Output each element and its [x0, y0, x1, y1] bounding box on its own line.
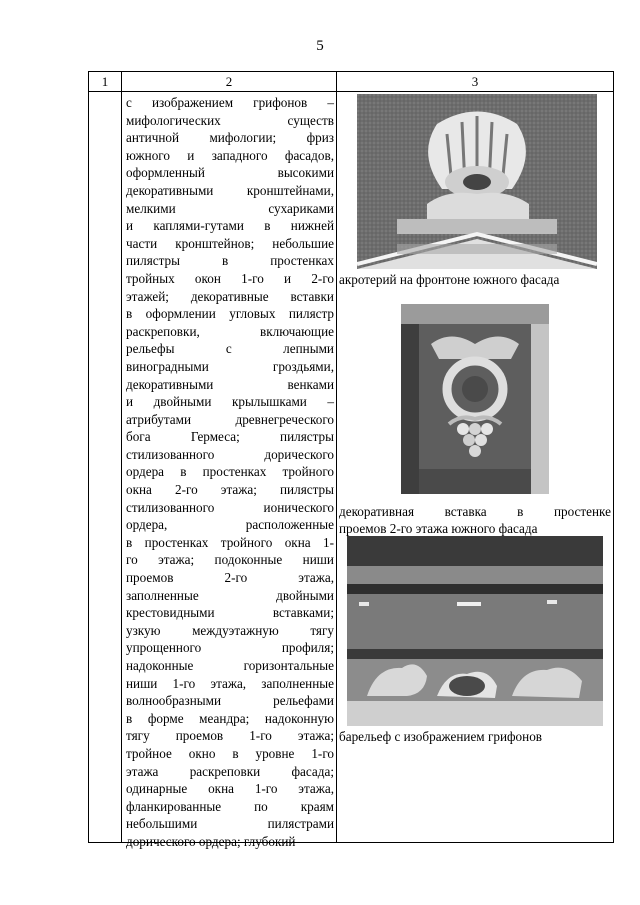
page-number: 5: [316, 38, 324, 54]
description-line: южного и западного фасадов,: [126, 147, 334, 163]
description-line: в простенках тройного окна 1-: [126, 534, 334, 550]
description-line: части кронштейнов; небольшие: [126, 235, 334, 251]
description-line: декоративными венками: [126, 376, 334, 392]
description-line: надоконные горизонтальные: [126, 658, 334, 673]
description-line: одинарные окна 1-го этажа,: [126, 781, 334, 797]
description-line: узкую междуэтажную тягу: [126, 622, 334, 638]
acroterion-photo: [357, 94, 597, 269]
griffin-bas-relief-photo: [347, 536, 603, 726]
description-line: и двойными крылышками –: [126, 394, 334, 410]
description-line: мелкими сухариками: [126, 200, 334, 216]
description-line: античной мифологии; фриз: [126, 130, 334, 146]
decorative-insert-photo: [401, 304, 549, 494]
header-divider: [89, 91, 613, 92]
description-line: тягу проемов 1-го этажа;: [126, 728, 334, 744]
griffin-bas-relief-caption: барельеф с изображением грифонов: [339, 729, 543, 744]
description-line: раскреповки, включающие: [126, 323, 334, 339]
description-line: волнообразными рельефами: [126, 693, 334, 709]
description-line: оформленный высокими: [126, 165, 334, 181]
description-line: стилизованного дорического: [126, 446, 334, 462]
description-line: ордера, расположенные: [126, 517, 334, 533]
column-divider-2: [336, 72, 337, 842]
decorative-insert-caption-line1: декоративная вставка в простенке: [339, 504, 611, 519]
description-line: декоративными кронштейнами,: [126, 182, 334, 198]
description-line: крестовидными вставками;: [126, 605, 334, 621]
description-line: рельефы с лепными: [126, 341, 334, 357]
data-table: [88, 71, 614, 849]
description-line: атрибутами древнегреческого: [126, 411, 334, 427]
description-line: этажей; декоративные вставки: [126, 288, 334, 304]
description-line: заполненные двойными: [126, 587, 334, 603]
description-line: мифологических существ: [126, 112, 334, 128]
description-line: с изображением грифонов –: [126, 95, 334, 110]
description-line: бога Гермеса; пилястры: [126, 429, 334, 445]
description-text: [126, 94, 334, 851]
description-line: пилястры в простенках: [126, 253, 334, 269]
description-line: дорического ордера; глубокий: [126, 833, 296, 849]
description-line: фланкированные по краям: [126, 798, 334, 814]
description-line: го этажа; подоконные ниши: [126, 552, 334, 568]
header-col-1: 1: [101, 74, 109, 89]
description-line: небольшими пилястрами: [126, 816, 334, 832]
description-line: окна 2-го этажа; пилястры: [126, 482, 334, 498]
description-line: проемов 2-го этажа,: [126, 570, 334, 586]
description-line: в форме меандра; надоконную: [126, 710, 334, 726]
description-line: тройных окон 1-го и 2-го: [126, 270, 334, 286]
header-col-2: 2: [225, 74, 233, 89]
description-line: упрощенного профиля;: [126, 640, 334, 656]
description-line: ордера в простенках тройного: [126, 464, 334, 480]
decorative-insert-caption-line2: проемов 2-го этажа южного фасада: [339, 521, 538, 536]
description-line: ниши 1-го этажа, заполненные: [126, 675, 334, 691]
description-line: и каплями-гутами в нижней: [126, 218, 334, 234]
description-line: в оформлении угловых пилястр: [126, 306, 334, 322]
description-line: тройное окно в уровне 1-го: [126, 745, 334, 761]
description-line: стилизованного ионического: [126, 499, 334, 515]
acroterion-caption: акротерий на фронтоне южного фасада: [339, 272, 560, 287]
column-divider-1: [121, 72, 122, 842]
description-line: этажа раскреповки фасада;: [126, 763, 334, 779]
description-line: виноградными гроздьями,: [126, 358, 334, 374]
header-col-3: 3: [471, 74, 479, 89]
